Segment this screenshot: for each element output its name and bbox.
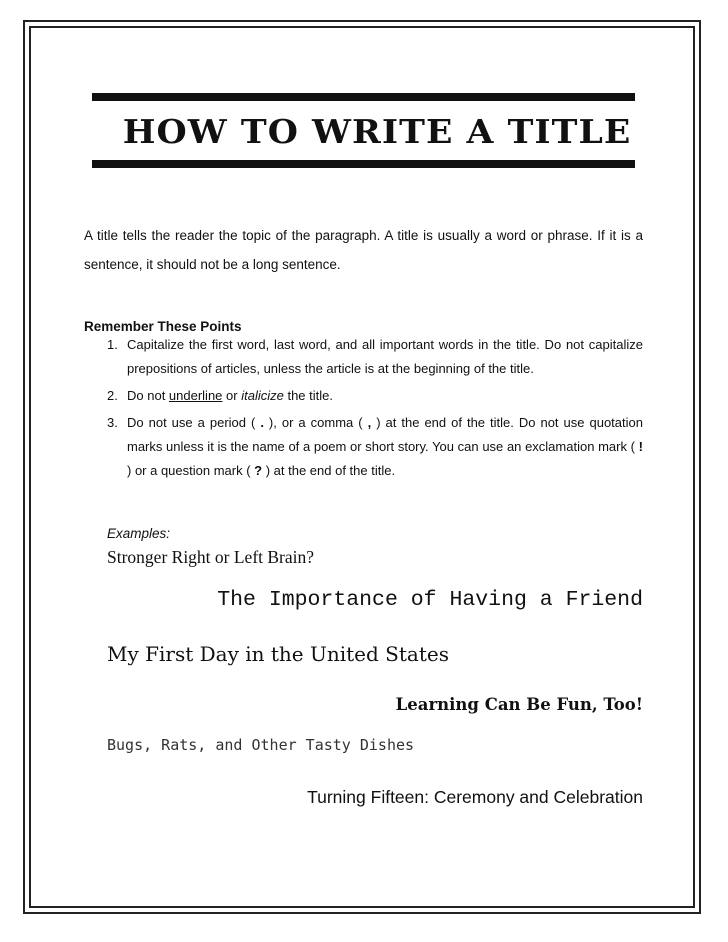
point-text-3e: ) at the end of the title. <box>262 463 396 478</box>
example-title-4: Learning Can Be Fun, Too! <box>395 695 643 714</box>
point-text-2c: the title. <box>283 388 333 403</box>
point-text-3b: ), or a comma ( <box>263 415 368 430</box>
example-title-6: Turning Fifteen: Ceremony and Celebration <box>307 787 643 807</box>
examples-label: Examples: <box>107 526 171 541</box>
period-symbol: . <box>260 415 264 430</box>
point-item-2 <box>107 384 643 408</box>
example-title-3: My First Day in the United States <box>107 642 449 666</box>
point-text-2a: Do not <box>127 388 169 403</box>
comma-symbol: , <box>367 415 372 430</box>
point-text-3a: Do not use a period ( <box>127 415 261 430</box>
point-text-3c: ) at the end of the title. Do not use quotation marks unless it is the name of a poem or short story. You can use an exclamation mark ( <box>127 415 643 454</box>
example-title-1: Stronger Right or Left Brain? <box>107 547 315 567</box>
points-title: Remember These Points <box>84 319 242 334</box>
question-symbol: ? <box>254 463 263 478</box>
heading-rule-top <box>92 93 635 101</box>
italicize-word: italicize <box>241 388 284 403</box>
example-title-2: The Importance of Having a Friend <box>217 588 643 612</box>
intro-paragraph: A title tells the reader the topic of the paragraph. A title is usually a word or phrase. If it is a sentence, it should not be a long sentence. <box>84 228 643 272</box>
point-item-1 <box>107 333 643 381</box>
point-number-2: 2. <box>107 388 118 403</box>
underline-word: underline <box>168 388 223 403</box>
heading-rule-bottom <box>92 160 635 168</box>
point-item-3 <box>107 411 643 483</box>
point-number-3: 3. <box>107 415 118 430</box>
example-title-5: Bugs, Rats, and Other Tasty Dishes <box>107 736 415 754</box>
point-text-2b: or <box>222 388 242 403</box>
point-number-1: 1. <box>107 337 118 352</box>
point-text-1: Capitalize the first word, last word, and all important words in the title. Do not capitalize prepositions of articles, unless the article is at the beginning of the title. <box>127 337 643 376</box>
page-title: HOW TO WRITE A TITLE <box>122 112 632 151</box>
point-text-3d: ) or a question mark ( <box>127 463 255 478</box>
exclamation-symbol: ! <box>638 439 643 454</box>
points-list <box>107 333 643 486</box>
